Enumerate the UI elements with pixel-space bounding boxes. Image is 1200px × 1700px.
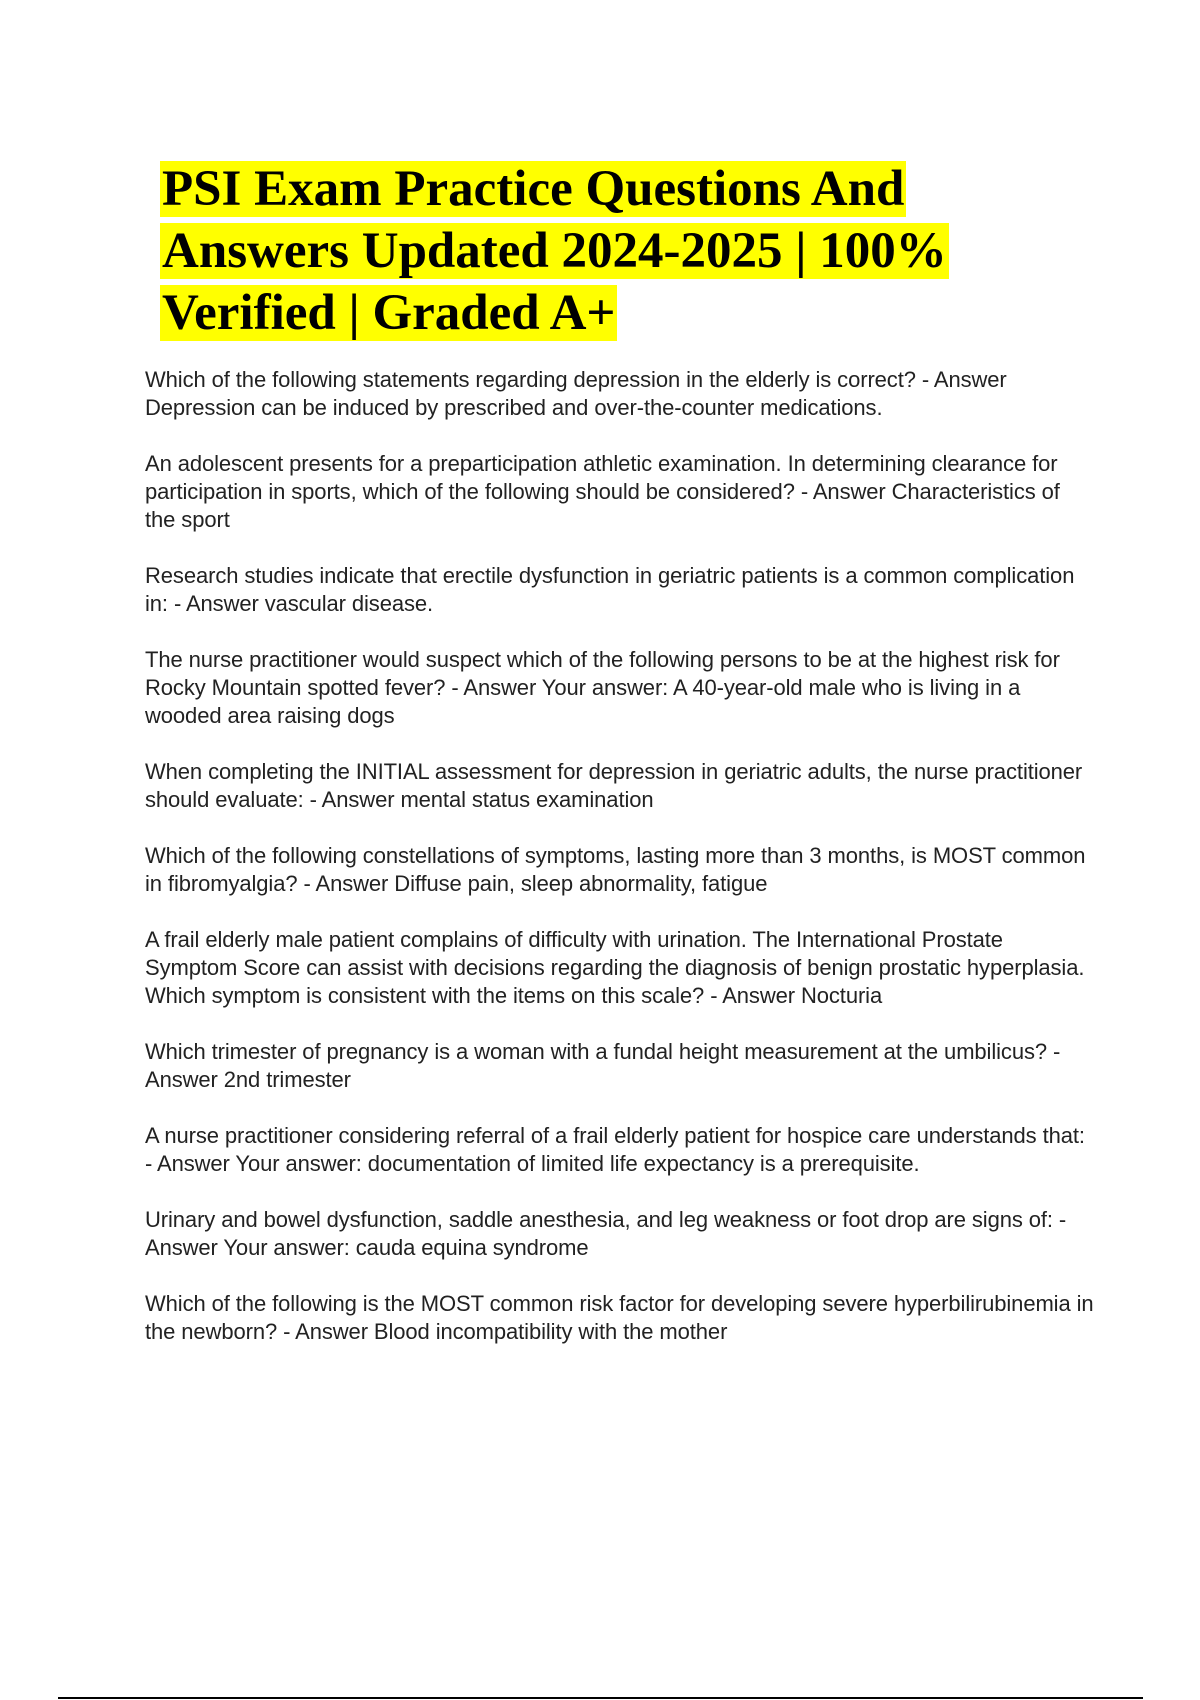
qa-item-10: Urinary and bowel dysfunction, saddle anesthesia, and leg weakness or foot drop are signs of: - Answer Your answer: cauda equina syndrome	[145, 1207, 1067, 1260]
qa-item-7: A frail elderly male patient complains of difficulty with urination. The International Prostate Symptom Score can assist with decisions regarding the diagnosis of benign prostatic hyperplasia. Which symptom is consistent with the items on this scale? - Answer Nocturia	[145, 927, 1085, 1008]
qa-item-8: Which trimester of pregnancy is a woman with a fundal height measurement at the umbilicus? - Answer 2nd trimester	[145, 1039, 1061, 1092]
qa-item-5: When completing the INITIAL assessment for depression in geriatric adults, the nurse practitioner should evaluate: - Answer mental status examination	[145, 759, 1083, 812]
qa-item-3: Research studies indicate that erectile dysfunction in geriatric patients is a common complication in: - Answer vascular disease.	[145, 563, 1075, 616]
title-block	[160, 158, 1060, 344]
qa-item-9: A nurse practitioner considering referral of a frail elderly patient for hospice care understands that: - Answer Your answer: documentation of limited life expectancy is a prerequisite.	[145, 1123, 1085, 1176]
bottom-divider	[58, 1697, 1143, 1699]
qa-item-6: Which of the following constellations of symptoms, lasting more than 3 months, is MOST common in fibromyalgia? - Answer Diffuse pain, sleep abnormality, fatigue	[145, 843, 1086, 896]
document-title	[160, 158, 1060, 344]
qa-list	[145, 366, 1095, 1374]
qa-item-11: Which of the following is the MOST common risk factor for developing severe hyperbilirubinemia in the newborn? - Answer Blood incompatibility with the mother	[145, 1291, 1094, 1344]
qa-item-1: Which of the following statements regarding depression in the elderly is correct? - Answer Depression can be induced by prescribed and over-the-counter medications.	[145, 367, 1007, 420]
title-highlight: PSI Exam Practice Questions And Answers Updated 2024-2025 | 100% Verified | Graded A+	[162, 161, 947, 341]
qa-item-4: The nurse practitioner would suspect which of the following persons to be at the highest risk for Rocky Mountain spotted fever? - Answer Your answer: A 40-year-old male who is living in a wooded area raising dogs	[145, 647, 1060, 728]
qa-item-2: An adolescent presents for a preparticipation athletic examination. In determining clearance for participation in sports, which of the following should be considered? - Answer Characteristics of the sport	[145, 451, 1060, 532]
